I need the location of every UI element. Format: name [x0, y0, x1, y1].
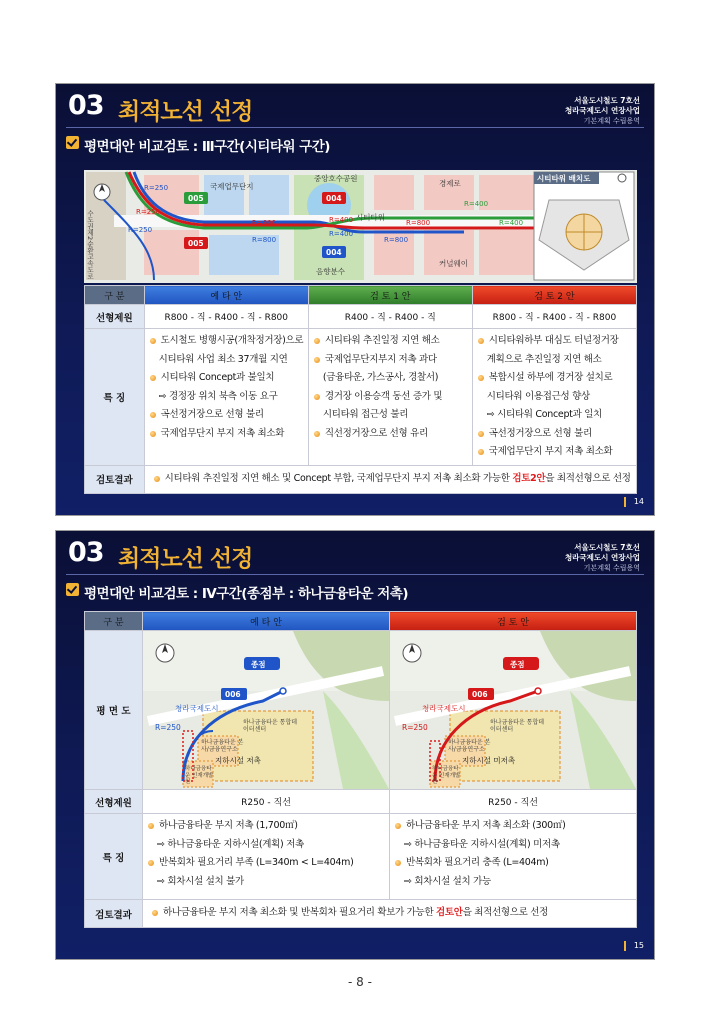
radius-label: R=400 [499, 219, 524, 227]
radius-label: R=250 [128, 226, 153, 234]
radius-label: R=250 [155, 723, 181, 732]
list-item: ⇨ 회차시설 설치 가능 [404, 875, 491, 887]
radius-label: R=800 [252, 219, 277, 227]
selected-option: 검토안 [436, 907, 463, 919]
result-text: 하나금융타운 부지 저촉 최소화 및 반복회차 필요거리 확보가 가능한 검토안을 최적선형으로 선정 [147, 904, 636, 923]
features-list [143, 814, 389, 894]
section-number: 03 [68, 90, 104, 121]
radius-label: R=400 [464, 200, 489, 208]
header-review2: 검 토 2 안 [472, 286, 636, 305]
table-row-features [85, 814, 637, 900]
list-item: 직선정거장으로 선형 유리 [309, 425, 472, 444]
slide-15 [55, 530, 655, 960]
table-row-result [85, 900, 637, 928]
underground-note: 지하시설 저촉 [215, 756, 261, 765]
table-row-alignment [85, 790, 637, 814]
area-label: 청라국제도시 [175, 704, 219, 713]
building-label: 하나금융타운 본사/금융연구소 [201, 739, 244, 753]
document-page-number: - 8 - [348, 975, 372, 989]
row-label: 선형제원 [85, 790, 143, 814]
list-item: 국제업무단지부지 저촉 과다 [309, 351, 472, 370]
slide-header [56, 531, 654, 573]
slide-14 [55, 83, 655, 516]
row-label: 선형제원 [85, 305, 145, 329]
map-label-fountain: 음향분수 [316, 267, 345, 276]
section-title: 최적노선 선정 [118, 99, 253, 125]
row-label: 특 징 [85, 814, 143, 900]
building-label: 하나금융타운 통합데이터센터 [490, 719, 545, 733]
inset-title: 시티타워 배치도 [537, 174, 591, 183]
project-name [565, 96, 640, 126]
features-list [145, 329, 308, 446]
list-item: 복합시설 하부에 경거장 설치로 [473, 369, 636, 388]
list-item: ⇨ 회차시설 설치 불가 [157, 875, 244, 887]
result-text: 시티타워 추진일정 지연 해소 및 Concept 부합, 국제업무단지 부지 저촉 최소화 가능한 검토2안을 최적선형으로 선정 [149, 470, 636, 489]
list-item: 시티타워 Concept과 불일치 [145, 369, 308, 388]
list-item: ⇨ 하나금융타운 지하시설(계획) 저촉 [157, 838, 304, 850]
alignment-cell: R800 - 직 - R400 - 직 - R800 [472, 305, 636, 329]
station-004-blue: 004 [326, 248, 342, 257]
plan-map-preliminary [143, 631, 390, 790]
slide-page-number: 15 [633, 941, 644, 950]
row-label: 평 면 도 [85, 631, 143, 790]
alignment-cell: R400 - 직 - R400 - 직 [308, 305, 472, 329]
list-item: 시티타워하부 대심도 터널정거장 [473, 332, 636, 351]
list-item: 곡선정거장으로 선형 불리 [145, 406, 308, 425]
radius-label: R=800 [384, 236, 409, 244]
selected-option: 검토2안 [512, 472, 546, 484]
row-label: 검토결과 [85, 900, 143, 928]
list-item: (금융타운, 가스공사, 경찰서) [322, 372, 439, 383]
station-004-red: 004 [326, 194, 342, 203]
features-list [390, 814, 636, 894]
header-category: 구 분 [85, 612, 143, 631]
list-item: 도시철도 병행시공(개착정거장)으로 [145, 332, 308, 351]
header-preliminary: 예 타 안 [144, 286, 308, 305]
list-item: 국제업무단지 부지 저촉 최소화 [473, 443, 636, 462]
end-station-label: 종점 [251, 660, 266, 669]
radius-label: R=250 [144, 184, 169, 192]
radius-label: R=400 [329, 216, 354, 224]
features-list [309, 329, 472, 446]
section-number: 03 [68, 537, 104, 568]
org-line1: 서울도시철도 7호선 [574, 543, 640, 552]
slide-subtitle: 평면대안 비교검토 : Ⅳ구간(종점부 : 하나금융타운 저촉) [84, 586, 409, 602]
building-label: 하나금융타운 인재개발원 [185, 766, 214, 785]
org-line3: 기본계획 수립용역 [583, 564, 640, 572]
table-row-result [85, 465, 637, 493]
comparison-table-4 [84, 611, 637, 928]
comparison-table-3 [84, 285, 637, 494]
area-label: 청라국제도시 [422, 704, 466, 713]
radius-label: R=250 [402, 723, 428, 732]
header-divider [66, 574, 644, 575]
list-item: 시티타워 이용접근성 향상 [486, 390, 590, 402]
row-label: 검토결과 [85, 465, 145, 493]
features-list [473, 329, 636, 465]
plan-map-review [390, 631, 637, 790]
map-label-city-tower: 시티타워 [356, 213, 385, 222]
header-category: 구 분 [85, 286, 145, 305]
org-line3: 기본계획 수립용역 [583, 117, 640, 125]
map-label-gyeongje-ro: 경제로 [439, 179, 461, 188]
alignment-cell: R800 - 직 - R400 - 직 - R800 [144, 305, 308, 329]
list-item: 시티타워 추진일정 지연 해소 [309, 332, 472, 351]
table-row-features [85, 329, 637, 466]
underground-note: 지하시설 미저촉 [462, 756, 516, 765]
list-item: 경거장 이용승객 동선 증가 및 [309, 388, 472, 407]
list-item: ⇨ 경정장 위치 북측 이동 요구 [158, 390, 278, 402]
map-label-central-park: 중앙호수공원 [314, 174, 358, 183]
station-005-red: 005 [188, 239, 204, 248]
table-row-plan [85, 631, 637, 790]
station-005-green: 005 [188, 194, 204, 203]
radius-label: R=250 [136, 208, 161, 216]
checkbox-icon [66, 136, 79, 149]
list-item: ⇨ 시티타워 Concept과 일치 [486, 409, 602, 420]
map-label-business-complex: 국제업무단지 [210, 182, 254, 191]
list-item: 시티타워 사업 최소 37개월 지연 [158, 353, 288, 365]
list-item: 계획으로 추진일정 지연 해소 [486, 353, 602, 365]
building-label: 하나금융타운 인재개발원 [432, 766, 461, 785]
org-line1: 서울도시철도 7호선 [574, 96, 640, 105]
list-item: ⇨ 하나금융타운 지하시설(계획) 미저촉 [404, 838, 560, 850]
list-item: 반복회차 필요거리 부족 (L=340m < L=404m) [143, 854, 389, 873]
radius-label: R=400 [329, 230, 354, 238]
header-review: 검 토 안 [390, 612, 637, 631]
row-label: 특 징 [85, 329, 145, 466]
list-item: 국제업무단지 부지 저촉 최소화 [145, 425, 308, 444]
section-title: 최적노선 선정 [118, 546, 253, 572]
radius-label: R=800 [252, 236, 277, 244]
table-row-alignment [85, 305, 637, 329]
org-line2: 청라국제도시 연장사업 [564, 553, 640, 562]
alignment-map [84, 170, 637, 283]
list-item: 하나금융타운 부지 저촉 최소화 (300㎡) [390, 817, 636, 836]
map-label-canalway: 커널웨이 [439, 259, 468, 268]
list-item: 시티타워 접근성 불리 [322, 409, 409, 420]
header-divider [66, 127, 644, 128]
building-label: 하나금융타운 본사/금융연구소 [448, 739, 491, 753]
project-name [565, 543, 640, 573]
station-006: 006 [225, 690, 241, 699]
station-006: 006 [472, 690, 488, 699]
header-preliminary: 예 타 안 [143, 612, 390, 631]
end-station-label: 종점 [510, 660, 525, 669]
map-label-expressway: 수도권제2순환고속도로 [86, 210, 94, 280]
building-label: 하나금융타운 통합데이터센터 [243, 719, 298, 733]
slide-subtitle: 평면대안 비교검토 : Ⅲ구간(시티타워 구간) [84, 139, 330, 155]
header-review1: 검 토 1 안 [308, 286, 472, 305]
alignment-cell: R250 - 직선 [390, 790, 637, 814]
radius-label: R=800 [406, 219, 431, 227]
table-header-row [85, 612, 637, 631]
slide-header [56, 84, 654, 126]
list-item: 곡선정거장으로 선형 불리 [473, 425, 636, 444]
list-item: 하나금융타운 부지 저촉 (1,700㎡) [143, 817, 389, 836]
alignment-cell: R250 - 직선 [143, 790, 390, 814]
list-item: 반복회차 필요거리 충족 (L=404m) [390, 854, 636, 873]
table-header-row [85, 286, 637, 305]
org-line2: 청라국제도시 연장사업 [564, 106, 640, 115]
slide-page-number: 14 [633, 497, 644, 506]
checkbox-icon [66, 583, 79, 596]
